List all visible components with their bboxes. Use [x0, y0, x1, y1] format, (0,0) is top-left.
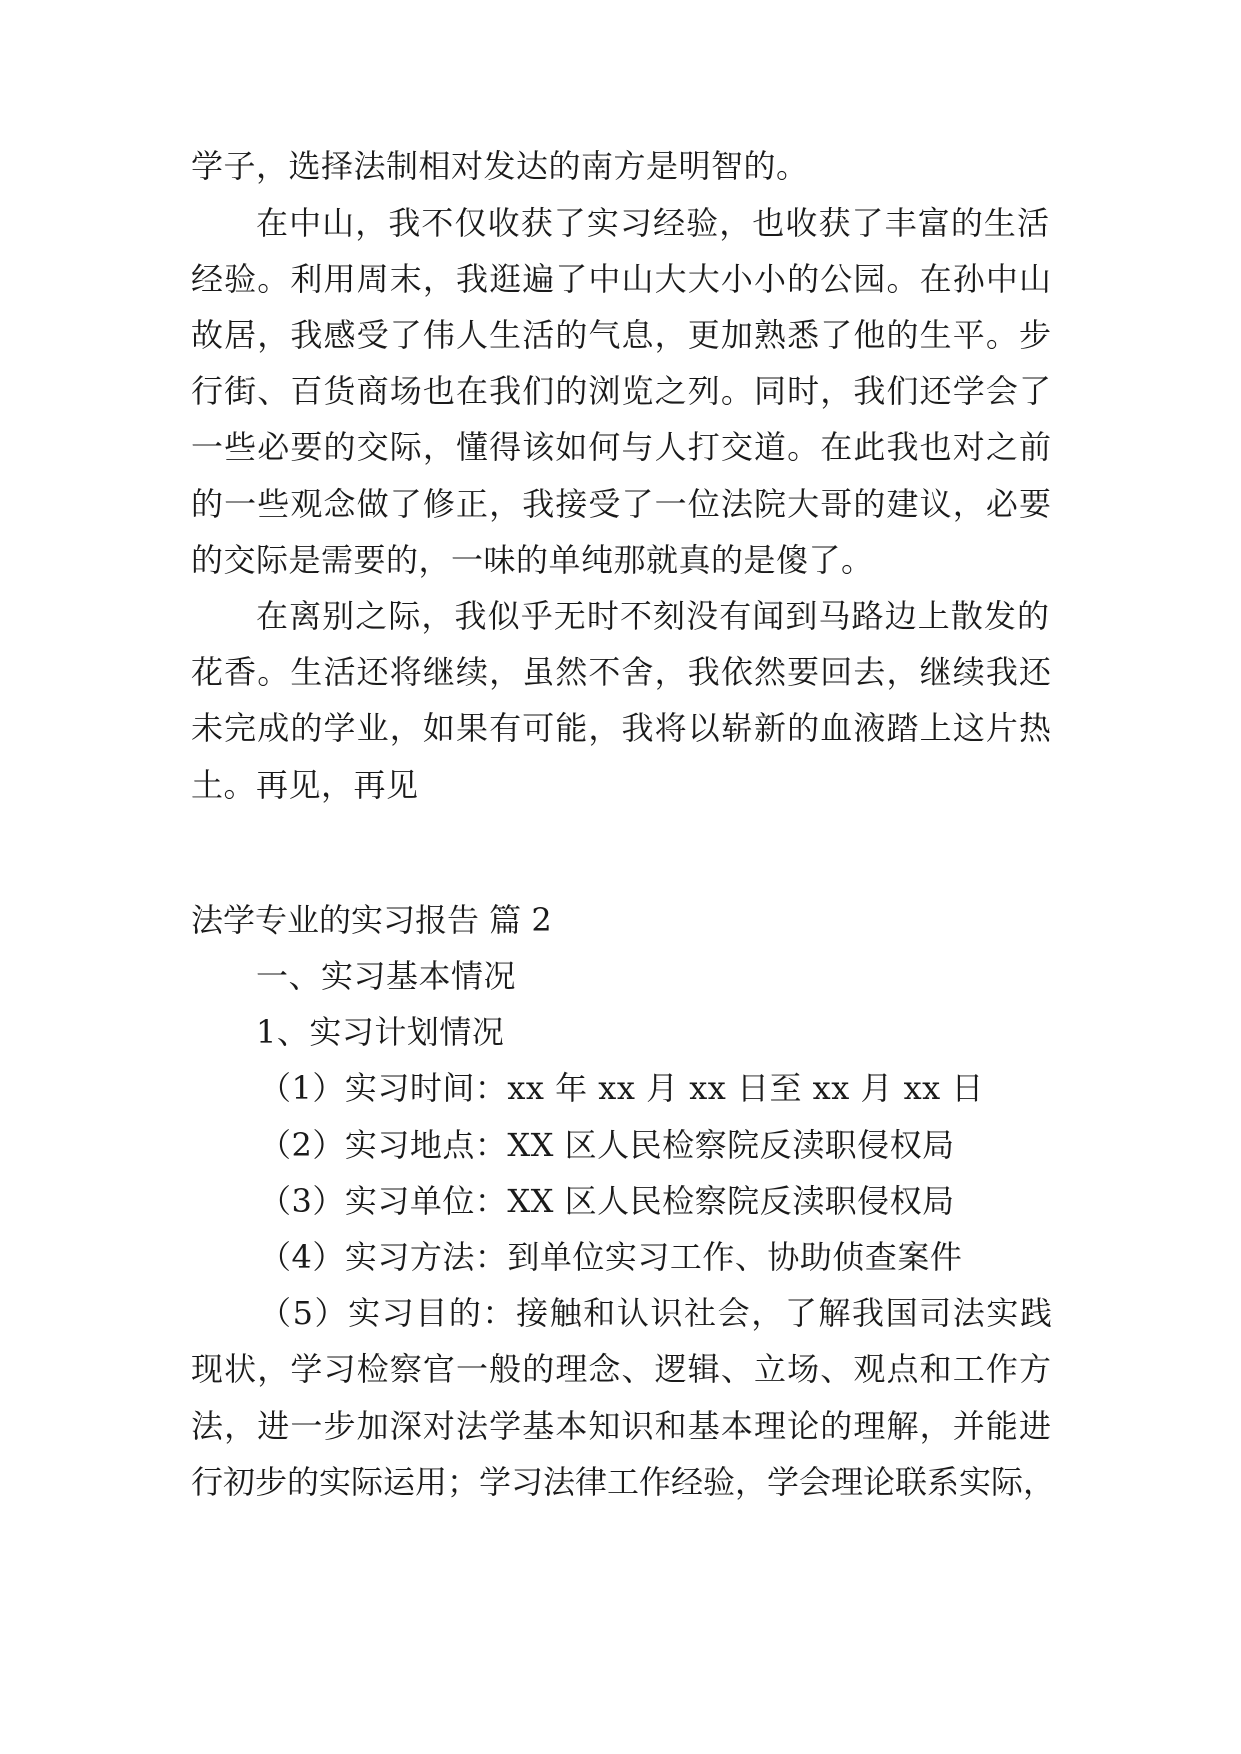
list-item: （1）实习时间：xx 年 xx 月 xx 日至 xx 月 xx 日: [259, 1069, 984, 1107]
list-item: （4）实习方法：到单位实习工作、协助侦查案件: [259, 1238, 963, 1276]
paragraph-line: 学子，选择法制相对发达的南方是明智的。: [191, 147, 809, 185]
subsection-heading: 1、实习计划情况: [256, 1013, 505, 1051]
section-title: 法学专业的实习报告 篇 2: [191, 901, 552, 939]
paragraph-line: 一些必要的交际，懂得该如何与人打交道。在此我也对之前: [191, 428, 1051, 466]
paragraph-line: 未完成的学业，如果有可能，我将以崭新的血液踏上这片热: [191, 709, 1051, 747]
section-heading: 一、实习基本情况: [256, 957, 517, 995]
list-item: （5）实习目的：接触和认识社会，了解我国司法实践: [259, 1294, 1052, 1332]
paragraph-line: 花香。生活还将继续，虽然不舍，我依然要回去，继续我还: [191, 653, 1051, 691]
paragraph-line: 在中山，我不仅收获了实习经验，也收获了丰富的生活: [256, 204, 1049, 242]
paragraph-line: 在离别之际，我似乎无时不刻没有闻到马路边上散发的: [256, 597, 1049, 635]
paragraph-line: 经验。利用周末，我逛遍了中山大大小小的公园。在孙中山: [191, 260, 1051, 298]
paragraph-line: 现状，学习检察官一般的理念、逻辑、立场、观点和工作方: [191, 1350, 1051, 1388]
paragraph-line: 法，进一步加深对法学基本知识和基本理论的理解，并能进: [191, 1407, 1051, 1445]
list-item: （3）实习单位：XX 区人民检察院反渎职侵权局: [259, 1182, 955, 1220]
paragraph-line: 行街、百货商场也在我们的浏览之列。同时，我们还学会了: [191, 372, 1051, 410]
paragraph-line: 的交际是需要的，一味的单纯那就真的是傻了。: [191, 541, 874, 579]
paragraph-line: 行初步的实际运用；学习法律工作经验，学会理论联系实际，: [191, 1463, 1056, 1501]
list-item: （2）实习地点：XX 区人民检察院反渎职侵权局: [259, 1126, 955, 1164]
paragraph-line: 土。再见，再见: [191, 766, 419, 804]
paragraph-line: 故居，我感受了伟人生活的气息，更加熟悉了他的生平。步: [191, 316, 1051, 354]
paragraph-line: 的一些观念做了修正，我接受了一位法院大哥的建议，必要: [191, 485, 1051, 523]
